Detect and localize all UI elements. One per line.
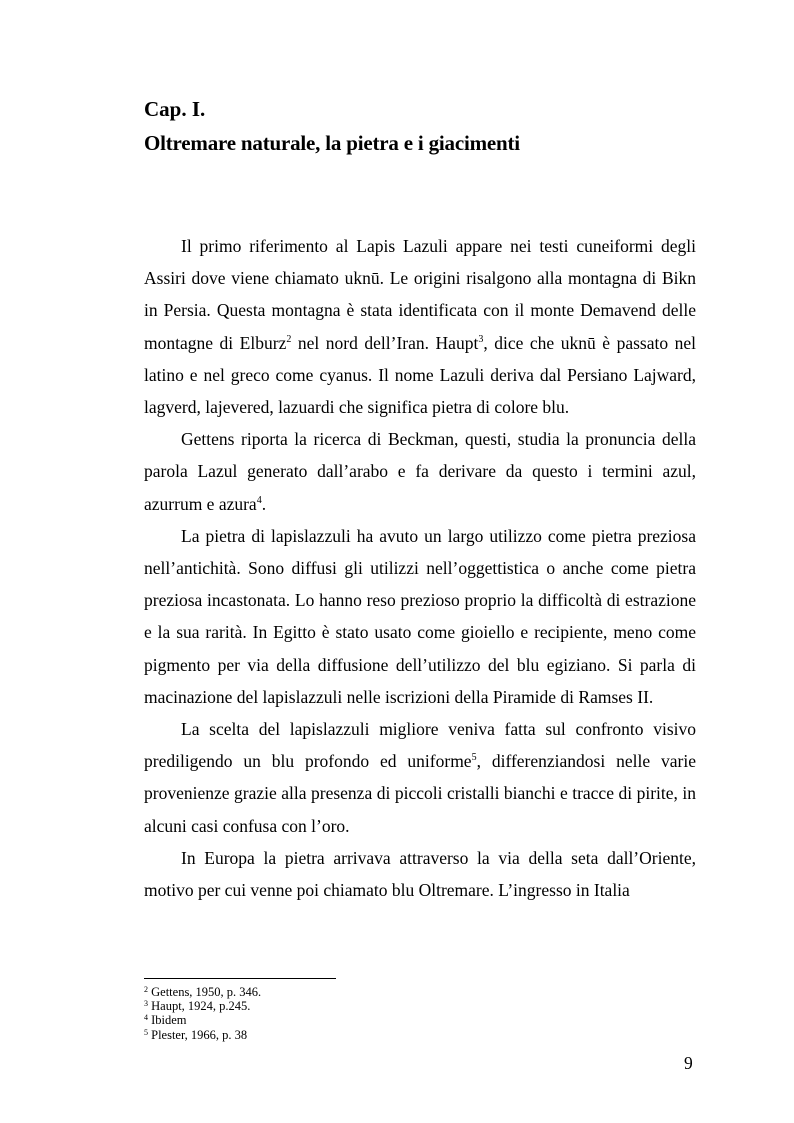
footnote: $^2$ Gettens, 1950, p. 346. [144, 985, 262, 999]
footnote-ref-5: 5 [471, 752, 477, 764]
paragraph-4: La scelta del lapislazzuli migliore veniva fatta sul confronto visivo prediligendo un blu profondo ed uniforme$^5$, differenziandosi nelle varie provenienze grazie alla presenza di piccoli cristalli bianchi e tracce di pirite, in alcuni casi confusa con l’oro. [144, 719, 696, 836]
footnote: $^4$ Ibidem [144, 1013, 187, 1028]
paragraph-3: La pietra di lapislazzuli ha avuto un largo utilizzo come pietra preziosa nell’antichità. Sono diffusi gli utilizzi nell’oggettistica o anche come pietra preziosa incastonata. Lo hanno reso prezioso proprio la difficoltà di estrazione e la sua rarità. In Egitto è stato usato come gioiello e recipiente, meno come pigmento per via della diffusione dell’utilizzo del blu egiziano. Si parla di macinazione del lapislazzuli nelle iscrizioni della Piramide di Ramses II. [144, 525, 696, 707]
body-text [144, 230, 696, 906]
footnotes [144, 985, 261, 1042]
chapter-title: Oltremare naturale, la pietra e i giacimenti [144, 131, 520, 155]
chapter-label: Cap. I. [144, 97, 206, 121]
paragraph-5: In Europa la pietra arrivava attraverso la via della seta dall’Oriente, motivo per cui venne poi chiamato blu Oltremare. L’ingresso in Italia [144, 847, 696, 901]
footnote-ref-4: 4 [256, 494, 262, 506]
paragraph-2: Gettens riporta la ricerca di Beckman, questi, studia la pronuncia della parola Lazul generato dall’arabo e fa derivare da questo i termini azul, azurrum e azura$^4$. [144, 429, 696, 514]
page-number: 9 [684, 1053, 693, 1073]
footnote-separator [144, 978, 336, 979]
footnote-ref-2: 2 [286, 333, 292, 345]
footnote: $^3$ Haupt, 1924, p.245. [144, 999, 251, 1014]
footnote-ref-3: 3 [478, 333, 484, 345]
footnote: $^5$ Plester, 1966, p. 38 [144, 1027, 248, 1042]
paragraph-1: Il primo riferimento al Lapis Lazuli appare nei testi cuneiformi degli Assiri dove viene chiamato uknū. Le origini risalgono alla montagna di Bikn in Persia. Questa montagna è stata identificata con il monte Demavend delle montagne di Elburz$^2$ nel nord dell’Iran. Haupt$^3$, dice che uknū è passato nel latino e nel greco come cyanus. Il nome Lazuli deriva dal Persiano Lajward, lagverd, lajevered, lazuardi che significa pietra di colore blu. [144, 236, 696, 418]
